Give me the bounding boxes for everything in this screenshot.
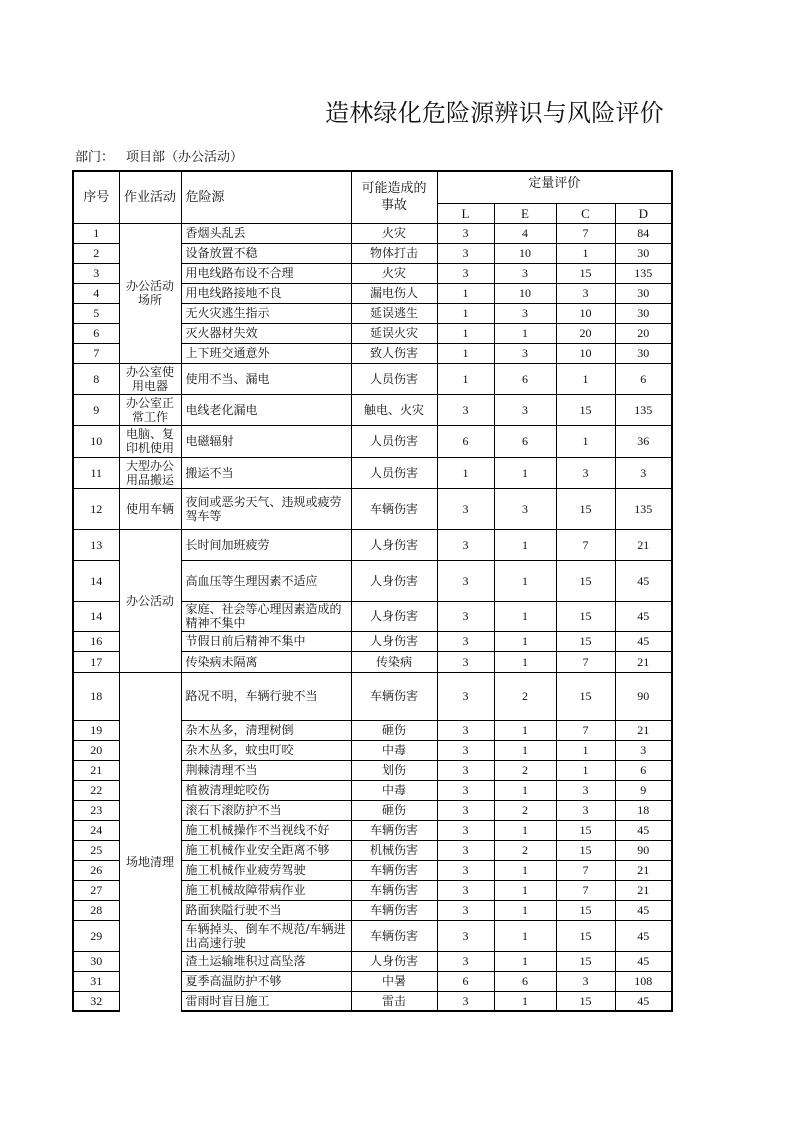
seq-cell: 6 (73, 323, 119, 343)
activity-cell: 电脑、复印机使用 (119, 425, 181, 457)
hazard-cell: 路面狭隘行驶不当 (181, 900, 351, 920)
c-cell: 1 (556, 760, 615, 780)
seq-cell: 8 (73, 363, 119, 394)
activity-cell: 办公活动场所 (119, 223, 181, 363)
page-title: 造林绿化危险源辨识与风险评价 (325, 99, 664, 127)
risk-evaluation-table (72, 170, 673, 1012)
d-cell: 45 (615, 920, 672, 951)
e-cell: 3 (494, 488, 556, 529)
accident-cell: 人身伤害 (351, 951, 437, 971)
c-cell: 15 (556, 920, 615, 951)
seq-cell: 25 (73, 840, 119, 860)
c-cell: 3 (556, 457, 615, 488)
e-cell: 2 (494, 840, 556, 860)
e-cell: 1 (494, 560, 556, 601)
l-cell: 3 (437, 840, 494, 860)
d-cell: 45 (615, 991, 672, 1011)
e-cell: 10 (494, 283, 556, 303)
e-cell: 6 (494, 363, 556, 394)
activity-cell: 使用车辆 (119, 488, 181, 529)
seq-cell: 18 (73, 672, 119, 720)
accident-cell: 车辆伤害 (351, 820, 437, 840)
l-cell: 3 (437, 860, 494, 880)
e-cell: 10 (494, 243, 556, 263)
accident-cell: 延误火灾 (351, 323, 437, 343)
e-cell: 1 (494, 740, 556, 760)
accident-cell: 车辆伤害 (351, 488, 437, 529)
hazard-cell: 杂木丛多，蚊虫叮咬 (181, 740, 351, 760)
e-cell: 6 (494, 425, 556, 457)
hazard-cell: 杂木丛多，清理树倒 (181, 720, 351, 740)
header-d: D (615, 203, 672, 223)
header-seq: 序号 (73, 171, 119, 223)
e-cell: 1 (494, 720, 556, 740)
c-cell: 1 (556, 243, 615, 263)
d-cell: 3 (615, 740, 672, 760)
l-cell: 3 (437, 263, 494, 283)
e-cell: 1 (494, 457, 556, 488)
accident-cell: 车辆伤害 (351, 920, 437, 951)
e-cell: 1 (494, 820, 556, 840)
d-cell: 45 (615, 900, 672, 920)
accident-cell: 砸伤 (351, 800, 437, 820)
e-cell: 4 (494, 223, 556, 243)
l-cell: 3 (437, 760, 494, 780)
seq-cell: 1 (73, 223, 119, 243)
d-cell: 21 (615, 651, 672, 672)
hazard-cell: 高血压等生理因素不适应 (181, 560, 351, 601)
hazard-cell: 施工机械作业安全距离不够 (181, 840, 351, 860)
accident-cell: 中毒 (351, 780, 437, 800)
table-row (73, 394, 672, 425)
seq-cell: 29 (73, 920, 119, 951)
e-cell: 1 (494, 991, 556, 1011)
d-cell: 90 (615, 840, 672, 860)
d-cell: 84 (615, 223, 672, 243)
accident-cell: 人员伤害 (351, 363, 437, 394)
l-cell: 3 (437, 601, 494, 631)
c-cell: 15 (556, 560, 615, 601)
seq-cell: 4 (73, 283, 119, 303)
seq-cell: 32 (73, 991, 119, 1011)
d-cell: 135 (615, 263, 672, 283)
accident-cell: 人身伤害 (351, 560, 437, 601)
l-cell: 1 (437, 363, 494, 394)
d-cell: 6 (615, 760, 672, 780)
accident-cell: 雷击 (351, 991, 437, 1011)
e-cell: 1 (494, 601, 556, 631)
accident-cell: 传染病 (351, 651, 437, 672)
department-line (75, 150, 243, 166)
d-cell: 30 (615, 243, 672, 263)
l-cell: 3 (437, 780, 494, 800)
l-cell: 3 (437, 560, 494, 601)
seq-cell: 21 (73, 760, 119, 780)
c-cell: 1 (556, 363, 615, 394)
d-cell: 6 (615, 363, 672, 394)
header-row (73, 171, 672, 203)
l-cell: 1 (437, 323, 494, 343)
c-cell: 7 (556, 651, 615, 672)
accident-cell: 车辆伤害 (351, 880, 437, 900)
seq-cell: 14 (73, 560, 119, 601)
d-cell: 45 (615, 820, 672, 840)
hazard-cell: 使用不当、漏电 (181, 363, 351, 394)
l-cell: 3 (437, 920, 494, 951)
department-value: 项目部（办公活动） (126, 150, 244, 165)
accident-cell: 中毒 (351, 740, 437, 760)
hazard-cell: 夜间或恶劣天气、违规或疲劳驾车等 (181, 488, 351, 529)
seq-cell: 7 (73, 343, 119, 363)
d-cell: 90 (615, 672, 672, 720)
c-cell: 7 (556, 880, 615, 900)
l-cell: 3 (437, 900, 494, 920)
e-cell: 2 (494, 760, 556, 780)
hazard-cell: 无火灾逃生指示 (181, 303, 351, 323)
e-cell: 3 (494, 394, 556, 425)
seq-cell: 3 (73, 263, 119, 283)
d-cell: 9 (615, 780, 672, 800)
l-cell: 3 (437, 243, 494, 263)
e-cell: 1 (494, 651, 556, 672)
l-cell: 3 (437, 488, 494, 529)
c-cell: 15 (556, 488, 615, 529)
d-cell: 30 (615, 283, 672, 303)
accident-cell: 人员伤害 (351, 457, 437, 488)
l-cell: 3 (437, 991, 494, 1011)
accident-cell: 致人伤害 (351, 343, 437, 363)
l-cell: 3 (437, 880, 494, 900)
c-cell: 15 (556, 263, 615, 283)
l-cell: 3 (437, 720, 494, 740)
d-cell: 45 (615, 951, 672, 971)
d-cell: 45 (615, 601, 672, 631)
e-cell: 1 (494, 880, 556, 900)
hazard-cell: 夏季高温防护不够 (181, 971, 351, 991)
seq-cell: 13 (73, 529, 119, 560)
seq-cell: 12 (73, 488, 119, 529)
d-cell: 20 (615, 323, 672, 343)
c-cell: 15 (556, 840, 615, 860)
c-cell: 7 (556, 720, 615, 740)
seq-cell: 19 (73, 720, 119, 740)
e-cell: 1 (494, 323, 556, 343)
department-label: 部门： (75, 150, 115, 165)
seq-cell: 5 (73, 303, 119, 323)
hazard-cell: 车辆掉头、倒车不规范/车辆进出高速行驶 (181, 920, 351, 951)
c-cell: 7 (556, 860, 615, 880)
seq-cell: 17 (73, 651, 119, 672)
d-cell: 21 (615, 880, 672, 900)
e-cell: 1 (494, 951, 556, 971)
hazard-cell: 施工机械操作不当视线不好 (181, 820, 351, 840)
l-cell: 3 (437, 223, 494, 243)
hazard-cell: 施工机械故障带病作业 (181, 880, 351, 900)
seq-cell: 27 (73, 880, 119, 900)
l-cell: 3 (437, 651, 494, 672)
activity-cell: 办公活动 (119, 529, 181, 672)
accident-cell: 触电、火灾 (351, 394, 437, 425)
e-cell: 6 (494, 971, 556, 991)
l-cell: 3 (437, 529, 494, 560)
accident-cell: 机械伤害 (351, 840, 437, 860)
accident-cell: 延误逃生 (351, 303, 437, 323)
accident-cell: 人身伤害 (351, 631, 437, 651)
e-cell: 3 (494, 343, 556, 363)
c-cell: 1 (556, 425, 615, 457)
accident-cell: 车辆伤害 (351, 672, 437, 720)
e-cell: 1 (494, 860, 556, 880)
activity-cell: 场地清理 (119, 672, 181, 1011)
d-cell: 18 (615, 800, 672, 820)
seq-cell: 26 (73, 860, 119, 880)
accident-cell: 车辆伤害 (351, 900, 437, 920)
e-cell: 2 (494, 800, 556, 820)
accident-cell: 车辆伤害 (351, 860, 437, 880)
hazard-cell: 搬运不当 (181, 457, 351, 488)
c-cell: 3 (556, 971, 615, 991)
c-cell: 1 (556, 740, 615, 760)
hazard-cell: 家庭、社会等心理因素造成的精神不集中 (181, 601, 351, 631)
d-cell: 21 (615, 529, 672, 560)
d-cell: 108 (615, 971, 672, 991)
table-row (73, 529, 672, 560)
l-cell: 3 (437, 394, 494, 425)
l-cell: 1 (437, 303, 494, 323)
hazard-cell: 植被清理蛇咬伤 (181, 780, 351, 800)
c-cell: 15 (556, 900, 615, 920)
seq-cell: 30 (73, 951, 119, 971)
d-cell: 135 (615, 394, 672, 425)
c-cell: 15 (556, 951, 615, 971)
l-cell: 3 (437, 672, 494, 720)
c-cell: 15 (556, 820, 615, 840)
header-c: C (556, 203, 615, 223)
activity-cell: 大型办公用品搬运 (119, 457, 181, 488)
hazard-cell: 灭火器材失效 (181, 323, 351, 343)
c-cell: 10 (556, 343, 615, 363)
accident-cell: 人身伤害 (351, 529, 437, 560)
seq-cell: 16 (73, 631, 119, 651)
hazard-cell: 荆棘清理不当 (181, 760, 351, 780)
c-cell: 3 (556, 283, 615, 303)
e-cell: 1 (494, 900, 556, 920)
accident-cell: 物体打击 (351, 243, 437, 263)
hazard-cell: 渣土运输堆积过高坠落 (181, 951, 351, 971)
header-l: L (437, 203, 494, 223)
header-hazard: 危险源 (181, 171, 351, 223)
table-row (73, 425, 672, 457)
hazard-cell: 电线老化漏电 (181, 394, 351, 425)
header-e: E (494, 203, 556, 223)
c-cell: 3 (556, 800, 615, 820)
c-cell: 20 (556, 323, 615, 343)
l-cell: 3 (437, 800, 494, 820)
hazard-cell: 雷雨时盲目施工 (181, 991, 351, 1011)
hazard-cell: 传染病未隔离 (181, 651, 351, 672)
header-activity: 作业活动 (119, 171, 181, 223)
seq-cell: 9 (73, 394, 119, 425)
activity-cell: 办公室使用电器 (119, 363, 181, 394)
l-cell: 6 (437, 425, 494, 457)
hazard-cell: 香烟头乱丢 (181, 223, 351, 243)
accident-cell: 中暑 (351, 971, 437, 991)
e-cell: 1 (494, 920, 556, 951)
hazard-cell: 滚石下滚防护不当 (181, 800, 351, 820)
seq-cell: 22 (73, 780, 119, 800)
c-cell: 15 (556, 672, 615, 720)
hazard-cell: 用电线路布设不合理 (181, 263, 351, 283)
hazard-cell: 用电线路接地不良 (181, 283, 351, 303)
e-cell: 3 (494, 263, 556, 283)
e-cell: 1 (494, 631, 556, 651)
hazard-cell: 节假日前后精神不集中 (181, 631, 351, 651)
seq-cell: 20 (73, 740, 119, 760)
l-cell: 3 (437, 631, 494, 651)
c-cell: 15 (556, 394, 615, 425)
c-cell: 10 (556, 303, 615, 323)
table-row (73, 457, 672, 488)
e-cell: 2 (494, 672, 556, 720)
l-cell: 6 (437, 971, 494, 991)
e-cell: 1 (494, 780, 556, 800)
seq-cell: 28 (73, 900, 119, 920)
hazard-cell: 上下班交通意外 (181, 343, 351, 363)
hazard-cell: 长时间加班疲劳 (181, 529, 351, 560)
c-cell: 3 (556, 780, 615, 800)
activity-cell: 办公室正常工作 (119, 394, 181, 425)
accident-cell: 人身伤害 (351, 601, 437, 631)
d-cell: 45 (615, 560, 672, 601)
d-cell: 3 (615, 457, 672, 488)
c-cell: 15 (556, 631, 615, 651)
seq-cell: 23 (73, 800, 119, 820)
hazard-cell: 电磁辐射 (181, 425, 351, 457)
accident-cell: 火灾 (351, 223, 437, 243)
d-cell: 36 (615, 425, 672, 457)
seq-cell: 2 (73, 243, 119, 263)
d-cell: 21 (615, 860, 672, 880)
header-accident: 可能造成的事故 (351, 171, 437, 223)
d-cell: 30 (615, 343, 672, 363)
e-cell: 1 (494, 529, 556, 560)
l-cell: 1 (437, 343, 494, 363)
table-row (73, 363, 672, 394)
hazard-cell: 施工机械作业疲劳驾驶 (181, 860, 351, 880)
seq-cell: 31 (73, 971, 119, 991)
d-cell: 45 (615, 631, 672, 651)
accident-cell: 划伤 (351, 760, 437, 780)
d-cell: 135 (615, 488, 672, 529)
d-cell: 21 (615, 720, 672, 740)
d-cell: 30 (615, 303, 672, 323)
header-evaluation: 定量评价 (437, 171, 672, 203)
l-cell: 3 (437, 951, 494, 971)
c-cell: 7 (556, 529, 615, 560)
e-cell: 3 (494, 303, 556, 323)
accident-cell: 漏电伤人 (351, 283, 437, 303)
accident-cell: 人员伤害 (351, 425, 437, 457)
seq-cell: 10 (73, 425, 119, 457)
l-cell: 3 (437, 820, 494, 840)
hazard-cell: 路况不明，车辆行驶不当 (181, 672, 351, 720)
table-row (73, 223, 672, 243)
l-cell: 1 (437, 457, 494, 488)
accident-cell: 砸伤 (351, 720, 437, 740)
seq-cell: 11 (73, 457, 119, 488)
seq-cell: 24 (73, 820, 119, 840)
c-cell: 7 (556, 223, 615, 243)
l-cell: 1 (437, 283, 494, 303)
table-row (73, 488, 672, 529)
seq-cell: 14 (73, 601, 119, 631)
accident-cell: 火灾 (351, 263, 437, 283)
c-cell: 15 (556, 601, 615, 631)
table-row (73, 672, 672, 720)
c-cell: 15 (556, 991, 615, 1011)
hazard-cell: 设备放置不稳 (181, 243, 351, 263)
l-cell: 3 (437, 740, 494, 760)
